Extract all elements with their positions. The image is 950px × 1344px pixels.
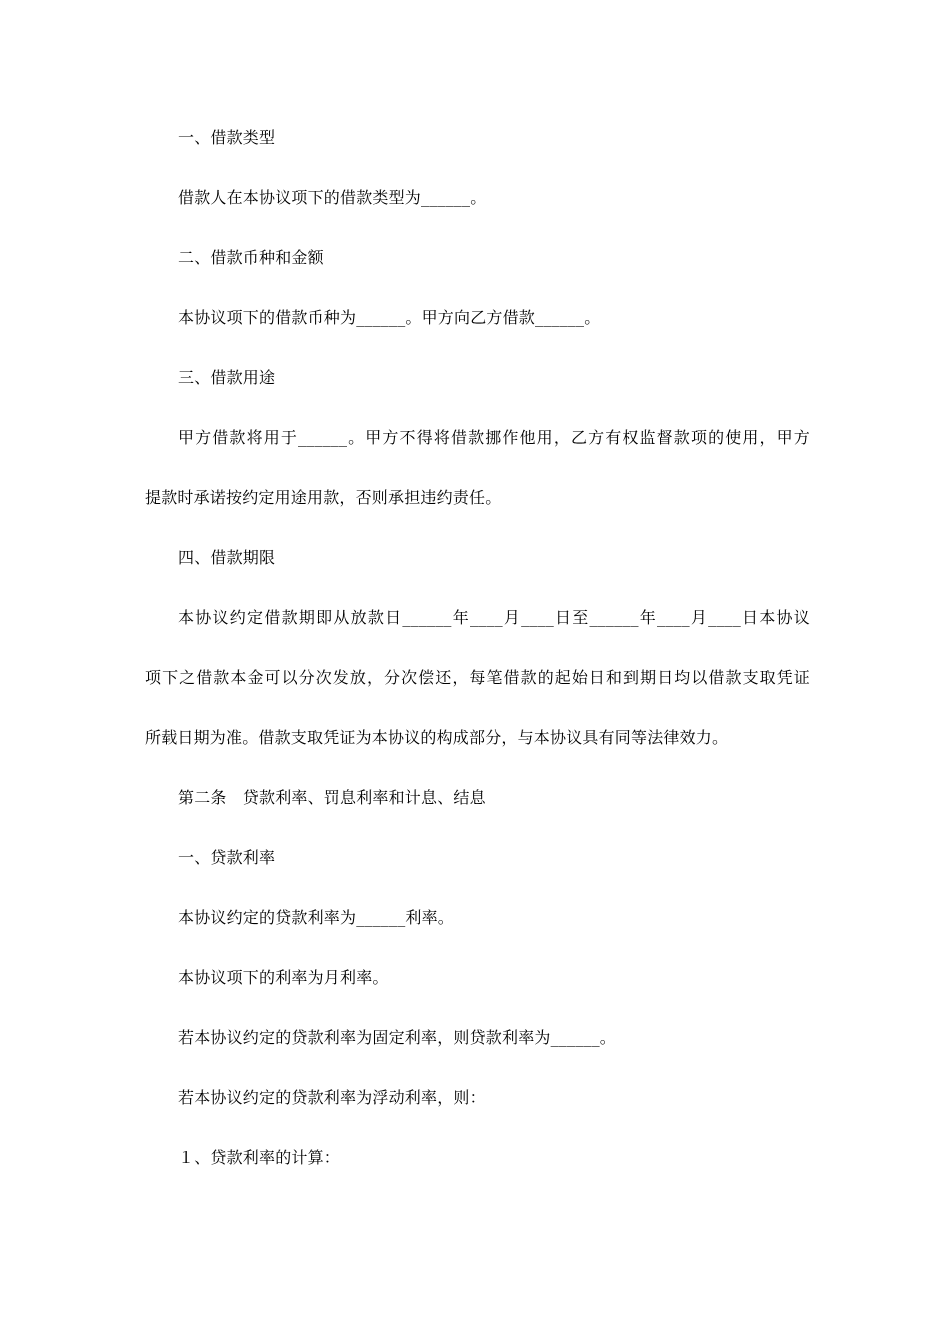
section-heading-loan-rate: 一、贷款利率 [178, 848, 276, 867]
paragraph-loan-type: 借款人在本协议项下的借款类型为______。 [178, 188, 487, 207]
paragraph-loan-term-line-1: 本协议约定借款期即从放款日______年____月____日至______年____月____日本协议 [178, 608, 810, 627]
section-heading-loan-type: 一、借款类型 [178, 128, 276, 147]
paragraph-loan-term-line-3: 所载日期为准。借款支取凭证为本协议的构成部分，与本协议具有同等法律效力。 [145, 728, 729, 747]
paragraph-loan-purpose-line-2: 提款时承诺按约定用途用款，否则承担违约责任。 [145, 488, 502, 507]
paragraph-loan-purpose-line-1: 甲方借款将用于______。甲方不得将借款挪作他用，乙方有权监督款项的使用，甲方 [178, 428, 810, 447]
section-heading-loan-purpose: 三、借款用途 [178, 368, 276, 387]
list-item-rate-calculation: １、贷款利率的计算： [178, 1148, 341, 1167]
paragraph-rate-type: 本协议约定的贷款利率为______利率。 [178, 908, 455, 927]
section-heading-loan-term: 四、借款期限 [178, 548, 276, 567]
paragraph-currency-amount: 本协议项下的借款币种为______。甲方向乙方借款______。 [178, 308, 601, 327]
section-heading-currency-amount: 二、借款币种和金额 [178, 248, 324, 267]
paragraph-loan-term-line-2: 项下之借款本金可以分次发放，分次偿还，每笔借款的起始日和到期日均以借款支取凭证 [145, 668, 810, 687]
paragraph-fixed-rate: 若本协议约定的贷款利率为固定利率，则贷款利率为______。 [178, 1028, 617, 1047]
article-heading-interest: 第二条 贷款利率、罚息利率和计息、结息 [178, 788, 486, 807]
paragraph-monthly-rate: 本协议项下的利率为月利率。 [178, 968, 389, 987]
paragraph-floating-rate: 若本协议约定的贷款利率为浮动利率，则： [178, 1088, 486, 1107]
